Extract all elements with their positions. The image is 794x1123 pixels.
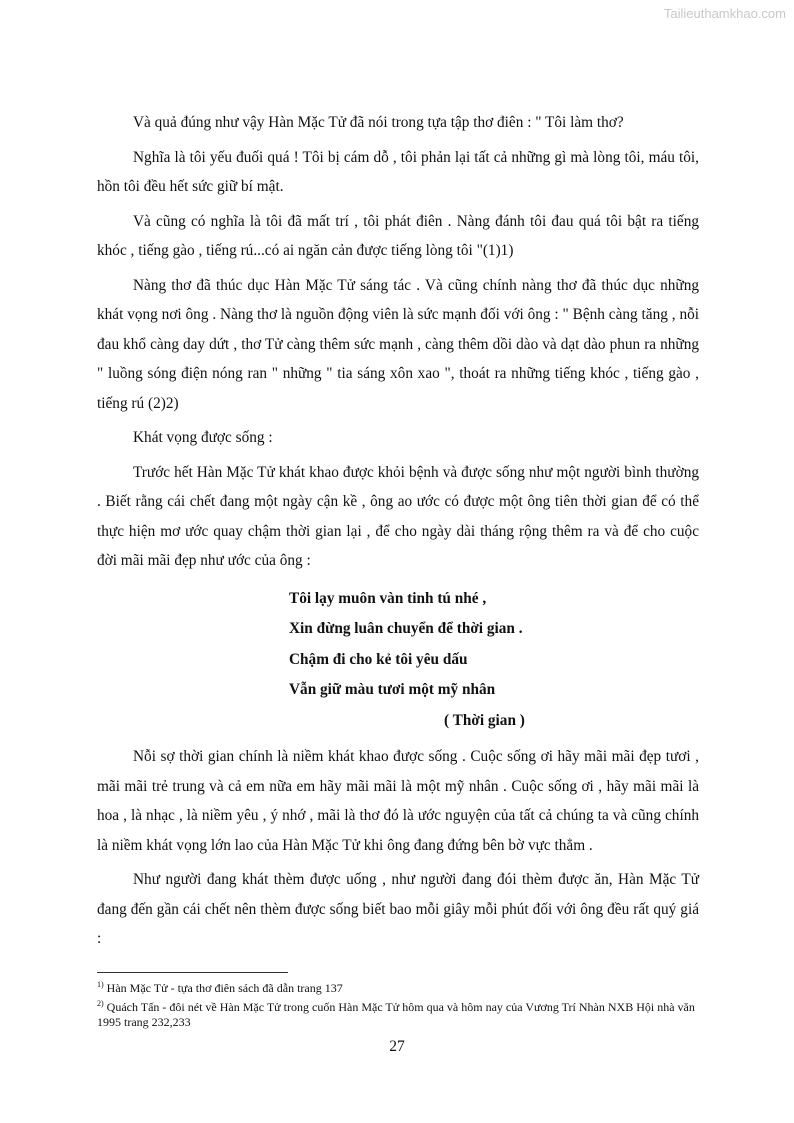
poem-line: Vẫn giữ màu tươi một mỹ nhân [289,681,496,698]
poem-source: ( Thời gian ) [444,711,525,729]
footnote-text: Quách Tấn - đôi nét về Hàn Mặc Tử trong cuốn Hàn Mặc Tử hôm qua và hôm nay của Vương Trí Nhàn NXB Hội nhà văn 1995 trang 232,233 [97,1000,695,1029]
footnote-divider [97,972,288,973]
poem-line: Xin đừng luân chuyển để thời gian . [289,620,523,637]
paragraph: Như người đang khát thèm được uống , như người đang đói thèm được ăn, Hàn Mặc Tử đang đến gần cái chết nên thèm được sống biết bao mỗi giây mỗi phút đối với ông đều rất quý giá : [97,871,699,947]
paragraph: Nàng thơ đã thúc dục Hàn Mặc Tử sáng tác . Và cũng chính nàng thơ đã thúc dục những khát vọng nơi ông . Nàng thơ là nguồn động viên là sức mạnh đối với ông : " Bệnh càng tăng , nỗi đau khổ càng day dứt , thơ Tử càng thêm sức mạnh , càng thêm dồi dào và dạt dào phun ra những " luồng sóng điện nóng ran " những " tia sáng xôn xao ", thoát ra những tiếng khóc , tiếng gào , tiếng rú (2)2) [97,276,699,412]
footnote [97,996,707,1030]
watermark: Tailieuthamkhao.com [663,6,786,21]
footnotes [97,977,707,1030]
main-text [97,108,699,959]
paragraph: Trước hết Hàn Mặc Tử khát khao được khỏi bệnh và được sống như một người bình thường . Biết rằng cái chết đang một ngày cận kề , ông ao ước có được một ông tiên thời gian để có thể thực hiện mơ ước quay chậm thời gian lại , để cho ngày dài tháng rộng thêm ra và để cho cuộc đời mãi mãi đẹp như ước của ông : [97,463,699,569]
page-number: 27 [389,1038,405,1055]
footnote-text: Hàn Mặc Tử - tựa thơ điên sách đã dẫn trang 137 [103,981,343,995]
footnote-mark: 2) [97,999,104,1008]
poem-line: Tôi lạy muôn vàn tinh tú nhé , [289,589,487,607]
section-heading: Khát vọng được sống : [133,429,273,446]
footnote-mark: 1) [97,980,104,989]
footnote [97,977,707,996]
poem [289,584,699,737]
paragraph: Và cũng có nghĩa là tôi đã mất trí , tôi phát điên . Nàng đánh tôi đau quá tôi bật ra tiếng khóc , tiếng gào , tiếng rú...có ai ngăn cản được tiếng lòng tôi "(1)1) [97,212,699,259]
paragraph: Và quả đúng như vậy Hàn Mặc Tử đã nói trong tựa tập thơ điên : " Tôi làm thơ? [133,114,624,131]
paragraph: Nỗi sợ thời gian chính là niềm khát khao được sống . Cuộc sống ơi hãy mãi mãi đẹp tươi , mãi mãi trẻ trung và cả em nữa em hãy mãi mãi là một mỹ nhân . Cuộc sống ơi , hãy mãi mãi là hoa , là nhạc , là niềm yêu , ý nhớ , mãi là thơ đó là ước nguyện của tất cả chúng ta và cũng chính là niềm khát vọng lớn lao của Hàn Mặc Tử khi ông đang đứng bên bờ vực thẳm . [97,748,699,854]
poem-line: Chậm đi cho kẻ tôi yêu dấu [289,650,468,668]
paragraph: Nghĩa là tôi yếu đuối quá ! Tôi bị cám dỗ , tôi phản lại tất cả những gì mà lòng tôi, máu tôi, hồn tôi đều hết sức giữ bí mật. [97,148,699,195]
